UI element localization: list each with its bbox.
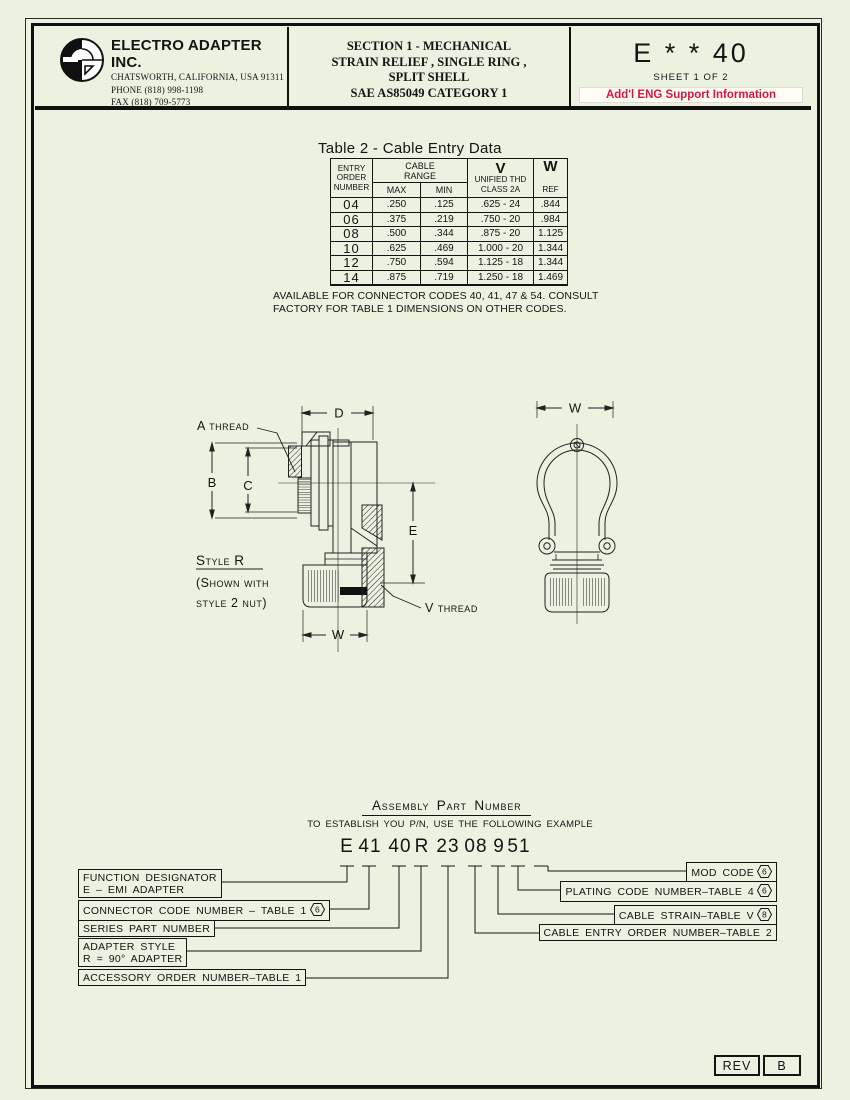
company-phone: PHONE (818) 998-1198	[111, 84, 204, 95]
sheet-number: SHEET 1 OF 2	[653, 72, 729, 83]
eng-support-link[interactable]: Add'l ENG Support Information	[579, 87, 803, 103]
col-header-max: MAX	[373, 183, 421, 198]
table-cell: .719	[421, 271, 468, 286]
company-logo	[58, 36, 106, 84]
table-cell: 1.469	[534, 271, 567, 286]
dim-w2-label: W	[568, 400, 582, 416]
pn-segment: R	[414, 836, 430, 857]
pn-segment: 23	[436, 836, 460, 857]
pn-segment: E	[340, 836, 354, 857]
company-name: ELECTRO ADAPTER INC.	[111, 37, 262, 71]
table-cell: .875	[373, 271, 421, 286]
pn-segment: 40	[388, 836, 412, 857]
section-title-line: SECTION 1 - MECHANICAL	[346, 39, 512, 53]
svg-text:6: 6	[314, 904, 320, 915]
section-title	[289, 27, 571, 106]
style-note-line: (Shown with	[196, 576, 269, 590]
col-header-v-thread: V UNIFIED THD CLASS 2A	[468, 159, 534, 198]
assembly-title: Assembly Part Number	[362, 798, 531, 816]
table-cell: .750	[373, 256, 421, 271]
rear-view-drawing	[520, 388, 660, 660]
rev-value: B	[763, 1055, 801, 1076]
table-cell: .375	[373, 213, 421, 228]
title-block	[35, 27, 811, 110]
section-title-line: SAE AS85049 CATEGORY 1	[350, 85, 508, 100]
dim-b-label: B	[207, 475, 217, 490]
pn-segment: 9	[493, 836, 505, 857]
pn-segment: 51	[507, 836, 531, 857]
section-title-line: SPLIT SHELL	[388, 70, 470, 84]
table-cell: 1.125	[534, 227, 567, 242]
col-header-w-ref: W REF	[534, 159, 567, 198]
callout-accessory-order-number: ACCESSORY ORDER NUMBER–TABLE 1	[78, 969, 306, 986]
dim-e-label: E	[408, 523, 418, 538]
table-cell: .125	[421, 198, 468, 213]
table-cell: .875 - 20	[468, 227, 534, 242]
table-cell: 10	[331, 242, 373, 257]
svg-text:6: 6	[761, 885, 768, 896]
flag-note-hexagon	[757, 884, 772, 897]
table-cell: .984	[534, 213, 567, 228]
dim-w-label: W	[331, 627, 345, 642]
table-cell: 1.344	[534, 242, 567, 257]
table-cell: 04	[331, 198, 373, 213]
availability-note: AVAILABLE FOR CONNECTOR CODES 40, 41, 47 & 54. CONSULT FACTORY FOR TABLE 1 DIMENSIONS ON OTHER CODES.	[273, 290, 599, 315]
callout-connector-code: CONNECTOR CODE NUMBER – TABLE 1 6	[78, 900, 330, 921]
table-cell: 1.250 - 18	[468, 271, 534, 286]
style-note-line: style 2 nut)	[196, 596, 268, 610]
table-cell: 1.344	[534, 256, 567, 271]
table-cell: 14	[331, 271, 373, 286]
company-info	[111, 37, 287, 109]
company-address: CHATSWORTH, CALIFORNIA, USA 91311	[111, 72, 284, 82]
flag-note-hexagon	[310, 903, 325, 916]
col-header-min: MIN	[421, 183, 468, 198]
company-fax: FAX (818) 709-5773	[111, 97, 191, 107]
table-cell: 06	[331, 213, 373, 228]
dim-d-label: D	[334, 405, 344, 421]
flag-note-hexagon	[757, 865, 772, 878]
callout-function-designator: FUNCTION DESIGNATOR E – EMI ADAPTER	[78, 869, 222, 898]
table-cell: .344	[421, 227, 468, 242]
title-block-company-cell	[35, 27, 289, 106]
col-header-entry: ENTRY ORDER NUMBER	[331, 159, 373, 198]
table-cell: .625	[373, 242, 421, 257]
table-cell: .500	[373, 227, 421, 242]
table-cell: .750 - 20	[468, 213, 534, 228]
svg-text:8: 8	[761, 909, 768, 920]
svg-text:6: 6	[761, 866, 768, 877]
table-cell: .469	[421, 242, 468, 257]
table-cell: .844	[534, 198, 567, 213]
revision-block	[711, 1055, 801, 1076]
pn-segment: 08	[464, 836, 488, 857]
callout-adapter-style: ADAPTER STYLE R = 90° ADAPTER	[78, 938, 187, 967]
table2-title: Table 2 - Cable Entry Data	[318, 140, 502, 157]
dim-c-label: C	[243, 478, 253, 493]
cable-entry-table	[330, 158, 568, 286]
assembly-subtitle: TO ESTABLISH YOU P/N, USE THE FOLLOWING EXAMPLE	[307, 819, 593, 830]
style-r-side-view-drawing	[185, 388, 485, 660]
table-cell: .625 - 24	[468, 198, 534, 213]
pn-segment: 41	[358, 836, 382, 857]
callout-plating-code: PLATING CODE NUMBER–TABLE 4 6	[560, 881, 777, 902]
table-cell: 08	[331, 227, 373, 242]
style-r-label: Style R	[196, 553, 245, 568]
rev-label: REV	[714, 1055, 760, 1076]
table-cell: 12	[331, 256, 373, 271]
table-cell: .219	[421, 213, 468, 228]
callout-cable-strain: CABLE STRAIN–TABLE V 8	[614, 905, 777, 926]
table-cell: .250	[373, 198, 421, 213]
v-thread-label: V thread	[425, 601, 478, 615]
callout-mod-code: MOD CODE 6	[686, 862, 777, 883]
flag-note-hexagon	[757, 908, 772, 921]
table-cell: .594	[421, 256, 468, 271]
part-code: E * * 40	[633, 38, 749, 68]
table-cell: 1.000 - 20	[468, 242, 534, 257]
callout-series-part-number: SERIES PART NUMBER	[78, 920, 215, 937]
col-header-cable-range: CABLE RANGE	[373, 159, 468, 183]
callout-cable-entry-order: CABLE ENTRY ORDER NUMBER–TABLE 2	[539, 924, 778, 941]
a-thread-label: A thread	[197, 419, 250, 433]
table-cell: 1.125 - 18	[468, 256, 534, 271]
section-title-line: STRAIN RELIEF , SINGLE RING ,	[331, 54, 527, 69]
title-block-part-cell	[571, 27, 811, 106]
